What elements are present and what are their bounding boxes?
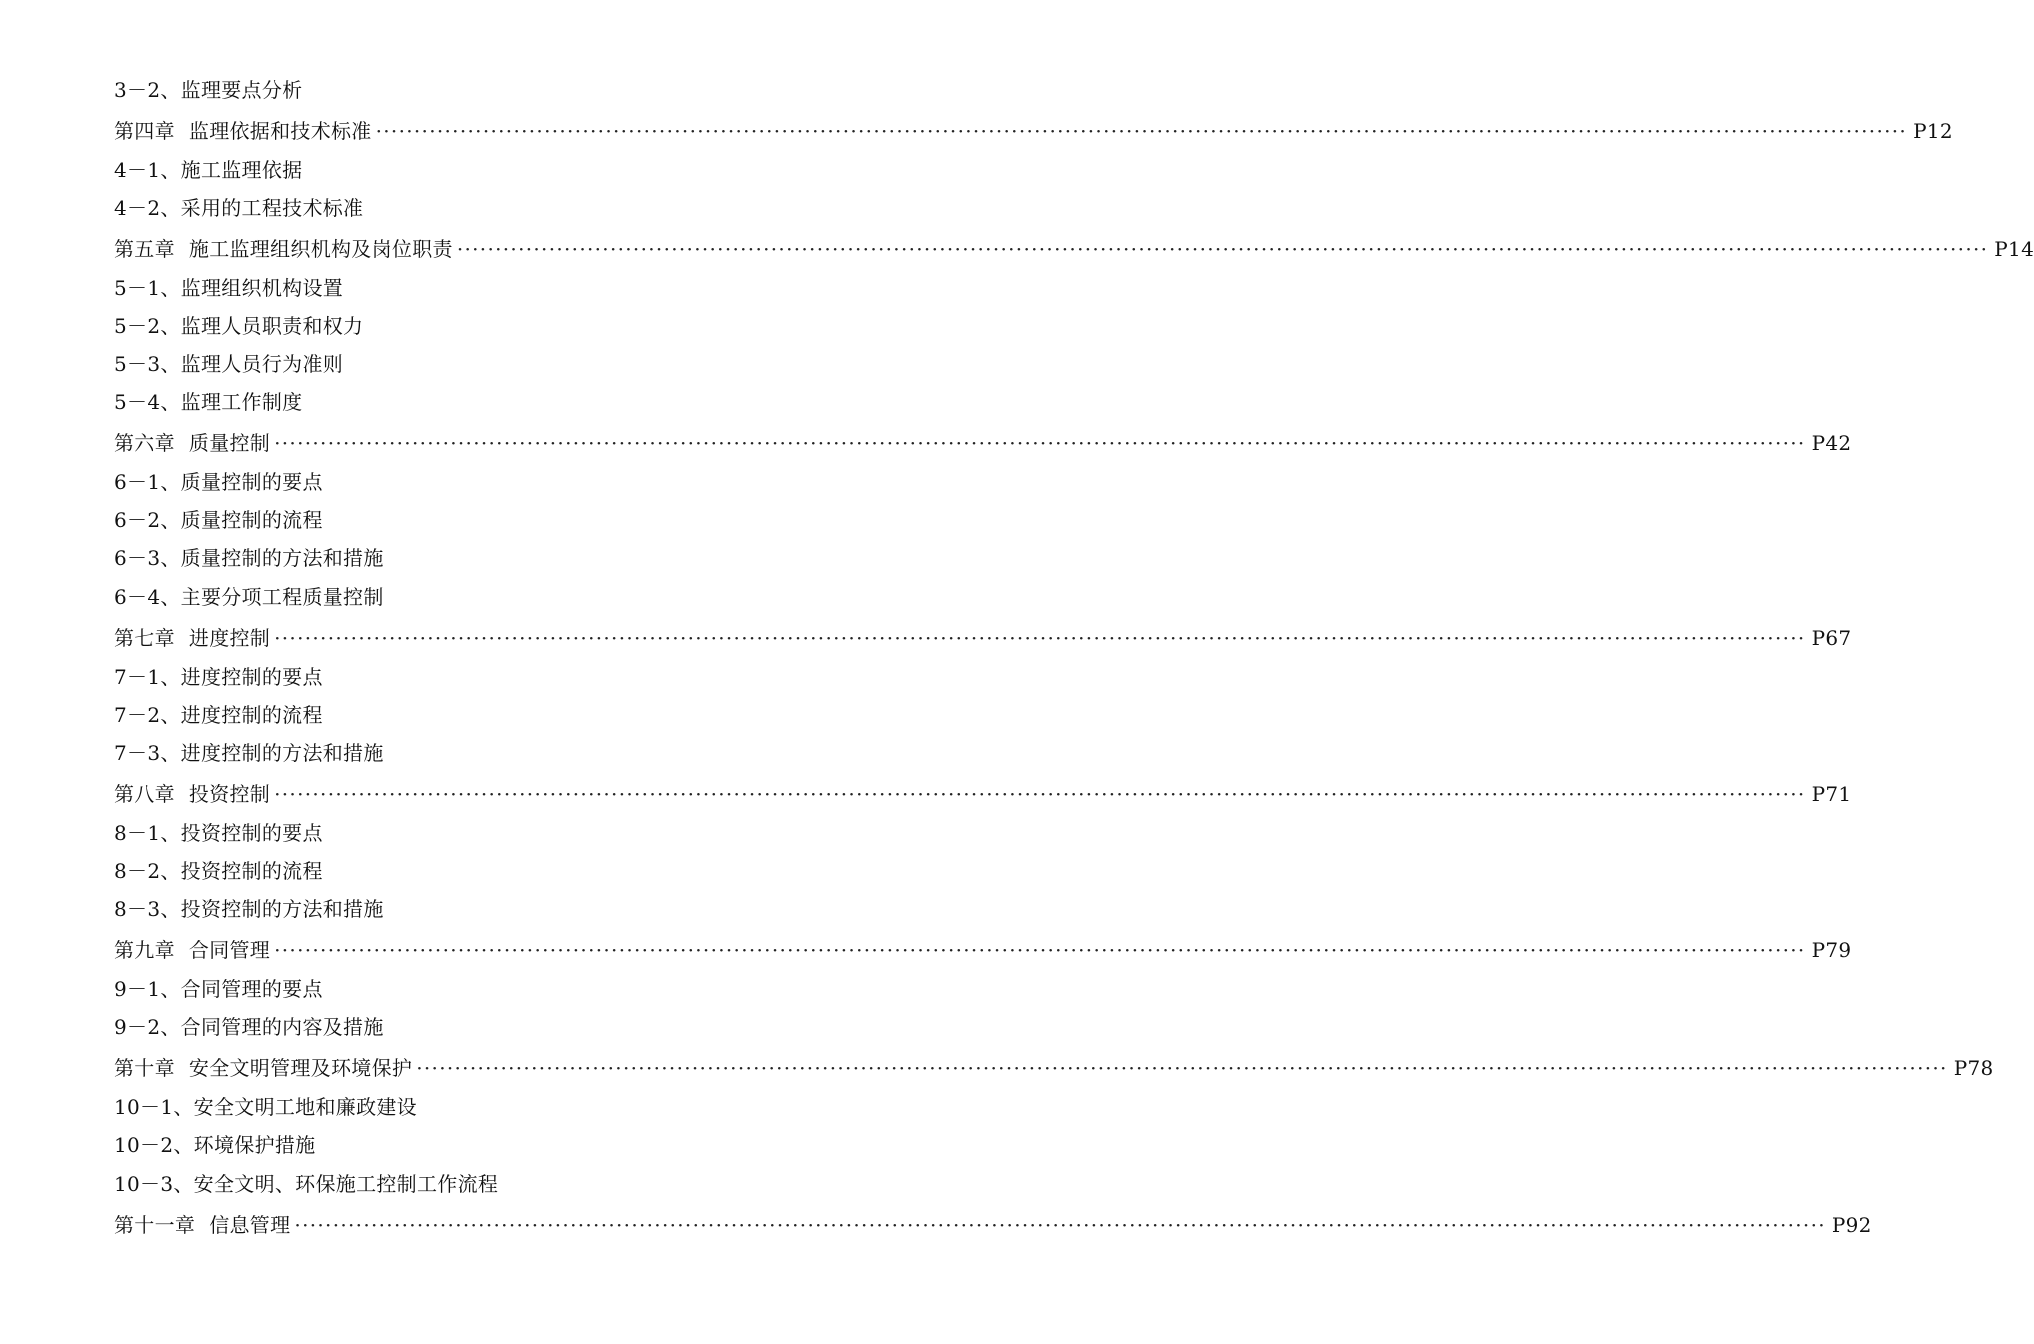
toc-subsection: 5－3、监理人员行为准则 <box>114 352 344 376</box>
page-number: P92 <box>1831 1213 1872 1237</box>
toc-subsection: 9－1、合同管理的要点 <box>114 977 323 1001</box>
chapter-title: 施工监理组织机构及岗位职责 <box>188 237 453 261</box>
chapter-number: 第四章 <box>114 119 175 143</box>
dot-leader: ········································································································································································································ <box>274 626 1806 650</box>
toc-chapter <box>114 779 1852 809</box>
toc-subsection: 6－3、质量控制的方法和措施 <box>114 546 384 570</box>
chapter-title: 投资控制 <box>188 782 271 806</box>
toc-chapter <box>114 116 1953 146</box>
page-number: P78 <box>1953 1056 1994 1080</box>
toc-chapter <box>114 1053 1994 1083</box>
toc-chapter <box>114 234 2034 264</box>
toc-subsection: 8－1、投资控制的要点 <box>114 821 323 845</box>
toc-subsection: 7－1、进度控制的要点 <box>114 665 323 689</box>
toc-subsection: 3－2、监理要点分析 <box>114 78 303 102</box>
page-number: P79 <box>1811 938 1852 962</box>
toc-chapter <box>114 935 1852 965</box>
chapter-number: 第九章 <box>114 938 175 962</box>
page-number: P71 <box>1811 782 1852 806</box>
toc-subsection: 6－4、主要分项工程质量控制 <box>114 585 384 609</box>
chapter-number: 第十章 <box>114 1056 175 1080</box>
dot-leader: ········································································································································································································ <box>416 1056 1948 1080</box>
chapter-title: 安全文明管理及环境保护 <box>188 1056 413 1080</box>
toc-chapter <box>114 428 1852 458</box>
chapter-number: 第十一章 <box>114 1213 196 1237</box>
dot-leader: ········································································································································································································ <box>274 782 1806 806</box>
toc-subsection: 10－1、安全文明工地和廉政建设 <box>114 1095 417 1119</box>
chapter-title: 信息管理 <box>209 1213 291 1237</box>
toc-subsection: 5－4、监理工作制度 <box>114 390 303 414</box>
toc-subsection: 5－1、监理组织机构设置 <box>114 276 344 300</box>
dot-leader: ········································································································································································································ <box>375 119 1908 143</box>
toc-subsection: 9－2、合同管理的内容及措施 <box>114 1015 384 1039</box>
dot-leader: ········································································································································································································ <box>274 938 1806 962</box>
chapter-title: 质量控制 <box>188 431 271 455</box>
chapter-number: 第八章 <box>114 782 175 806</box>
page-number: P42 <box>1811 431 1852 455</box>
toc-subsection: 6－2、质量控制的流程 <box>114 508 323 532</box>
toc-subsection: 7－2、进度控制的流程 <box>114 703 323 727</box>
toc-subsection: 8－2、投资控制的流程 <box>114 859 323 883</box>
dot-leader: ········································································································································································································ <box>294 1213 1826 1237</box>
page-number: P12 <box>1913 119 1953 143</box>
dot-leader: ········································································································································································································ <box>274 431 1806 455</box>
toc-subsection: 5－2、监理人员职责和权力 <box>114 314 364 338</box>
toc-subsection: 10－2、环境保护措施 <box>114 1133 316 1157</box>
page-number: P14 <box>1994 237 2034 261</box>
toc-chapter <box>114 1210 1872 1240</box>
chapter-title: 监理依据和技术标准 <box>188 119 372 143</box>
toc-chapter <box>114 623 1852 653</box>
toc-subsection: 6－1、质量控制的要点 <box>114 470 323 494</box>
chapter-title: 合同管理 <box>188 938 271 962</box>
dot-leader: ········································································································································································································ <box>456 237 1989 261</box>
chapter-number: 第六章 <box>114 431 175 455</box>
page-number: P67 <box>1811 626 1852 650</box>
toc-subsection: 7－3、进度控制的方法和措施 <box>114 741 384 765</box>
toc-subsection: 4－2、采用的工程技术标准 <box>114 196 364 220</box>
chapter-number: 第五章 <box>114 237 175 261</box>
toc-subsection: 4－1、施工监理依据 <box>114 158 303 182</box>
toc-subsection: 10－3、安全文明、环保施工控制工作流程 <box>114 1172 499 1196</box>
toc-subsection: 8－3、投资控制的方法和措施 <box>114 897 384 921</box>
chapter-number: 第七章 <box>114 626 175 650</box>
chapter-title: 进度控制 <box>188 626 271 650</box>
